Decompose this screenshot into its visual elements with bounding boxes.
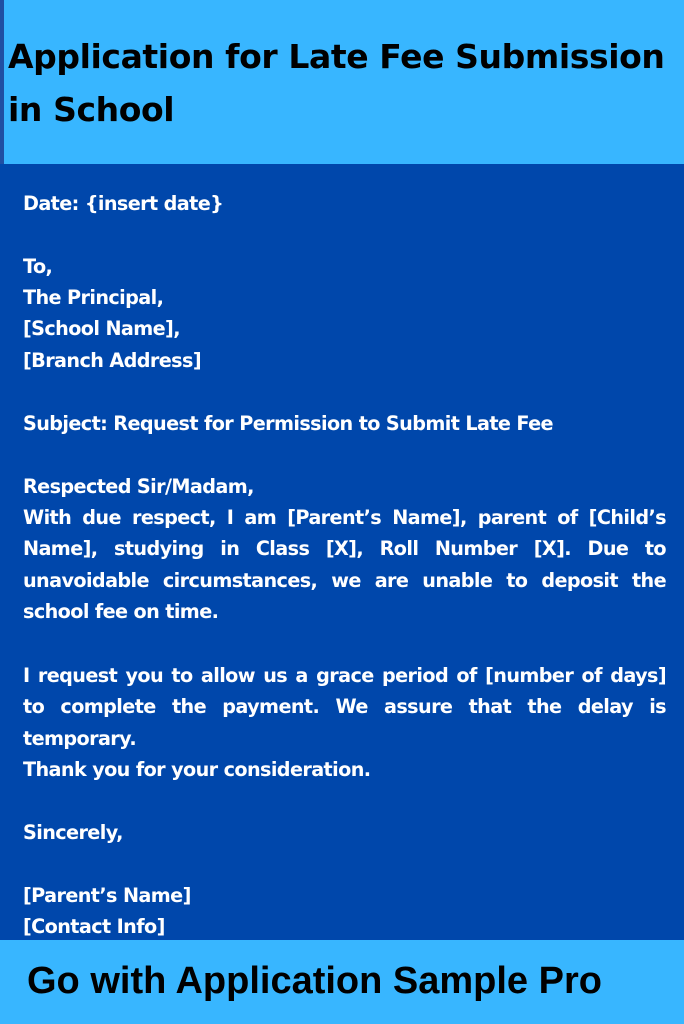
- letter-date: Date: {insert date}: [23, 192, 224, 215]
- footer-brand-text: Go with Application Sample Pro: [27, 960, 602, 1002]
- page-title: Application for Late Fee Submission in School: [8, 37, 665, 129]
- letter-body: [0, 164, 684, 940]
- letter-salutation: Respected Sir/Madam,: [23, 475, 254, 498]
- letter-to: To,: [23, 255, 53, 278]
- letter-signature-name: [Parent’s Name]: [23, 884, 191, 907]
- letter-branch-address: [Branch Address]: [23, 349, 201, 372]
- letter-signature-contact: [Contact Info]: [23, 915, 165, 938]
- letter-school-name: [School Name],: [23, 317, 180, 340]
- letter-closing: Sincerely,: [23, 821, 123, 844]
- letter-thanks: Thank you for your consideration.: [23, 758, 371, 781]
- footer-banner: [0, 940, 684, 1024]
- title-banner: [0, 0, 684, 164]
- letter-paragraph-request: I request you to allow us a grace period of [number of days] to complete the payment. We assure that the delay is temporary.: [23, 664, 666, 750]
- letter-paragraph-intro: With due respect, I am [Parent’s Name], parent of [Child’s Name], studying in Class [X], Roll Number [X]. Due to unavoidable circumstances, we are unable to deposit the school fee on time.: [23, 506, 666, 624]
- letter-recipient: The Principal,: [23, 286, 164, 309]
- letter-subject: Subject: Request for Permission to Submit Late Fee: [23, 412, 553, 435]
